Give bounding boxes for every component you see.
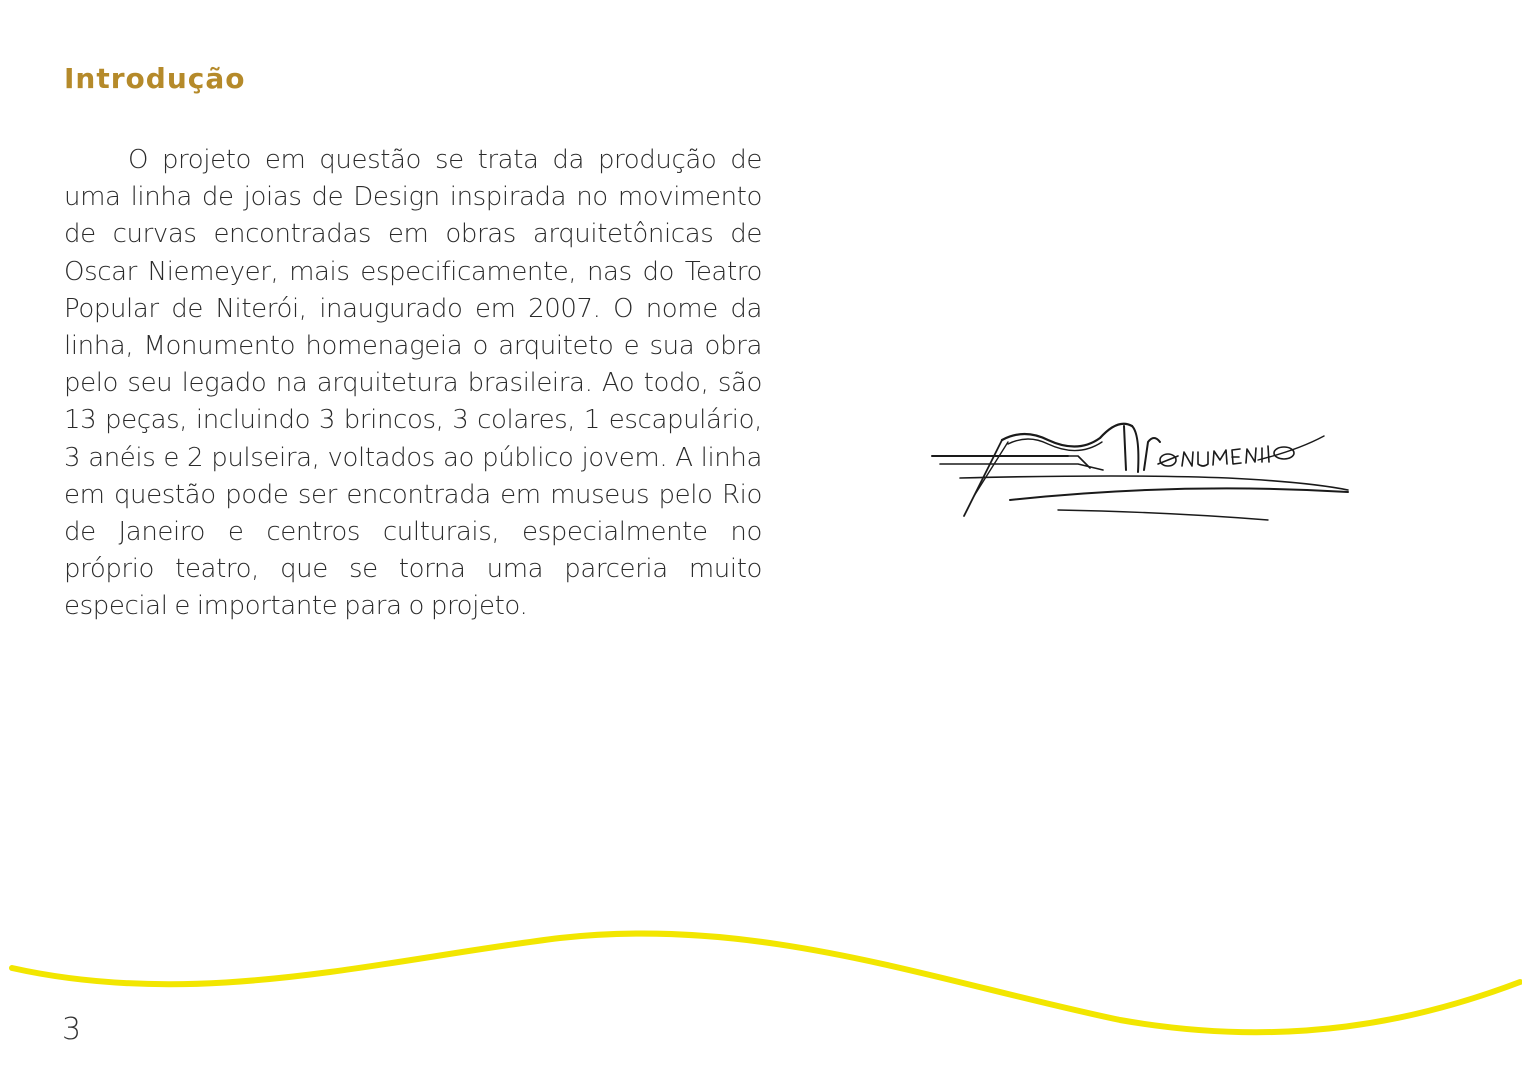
yellow-wave-line-icon (0, 920, 1522, 1050)
page-number: 3 (62, 1012, 82, 1047)
intro-paragraph: O projeto em questão se trata da produção de uma linha de joias de Design inspirada no movimento de curvas encontradas em obras arquitetônicas de Oscar Niemeyer, mais especificamente, nas do Teatro Popular de Niterói, inaugurado em 2007. O nome da linha, Monumento homenageia o arquiteto e sua obra pelo seu legado na arquitetura brasileira. Ao todo, são 13 peças, incluindo 3 brincos, 3 colares, 1 escapulário, 3 anéis e 2 pulseira, voltados ao público jovem. A linha em questão pode ser encontrada em museus pelo Rio de Janeiro e centros culturais, especialmente no próprio teatro, que se torna uma parceria muito especial e importante para o projeto. (64, 145, 762, 622)
teatro-popular-sketch-logo-icon (928, 412, 1354, 524)
monumento-logo (928, 412, 1354, 524)
page-title: Introdução (64, 62, 246, 95)
